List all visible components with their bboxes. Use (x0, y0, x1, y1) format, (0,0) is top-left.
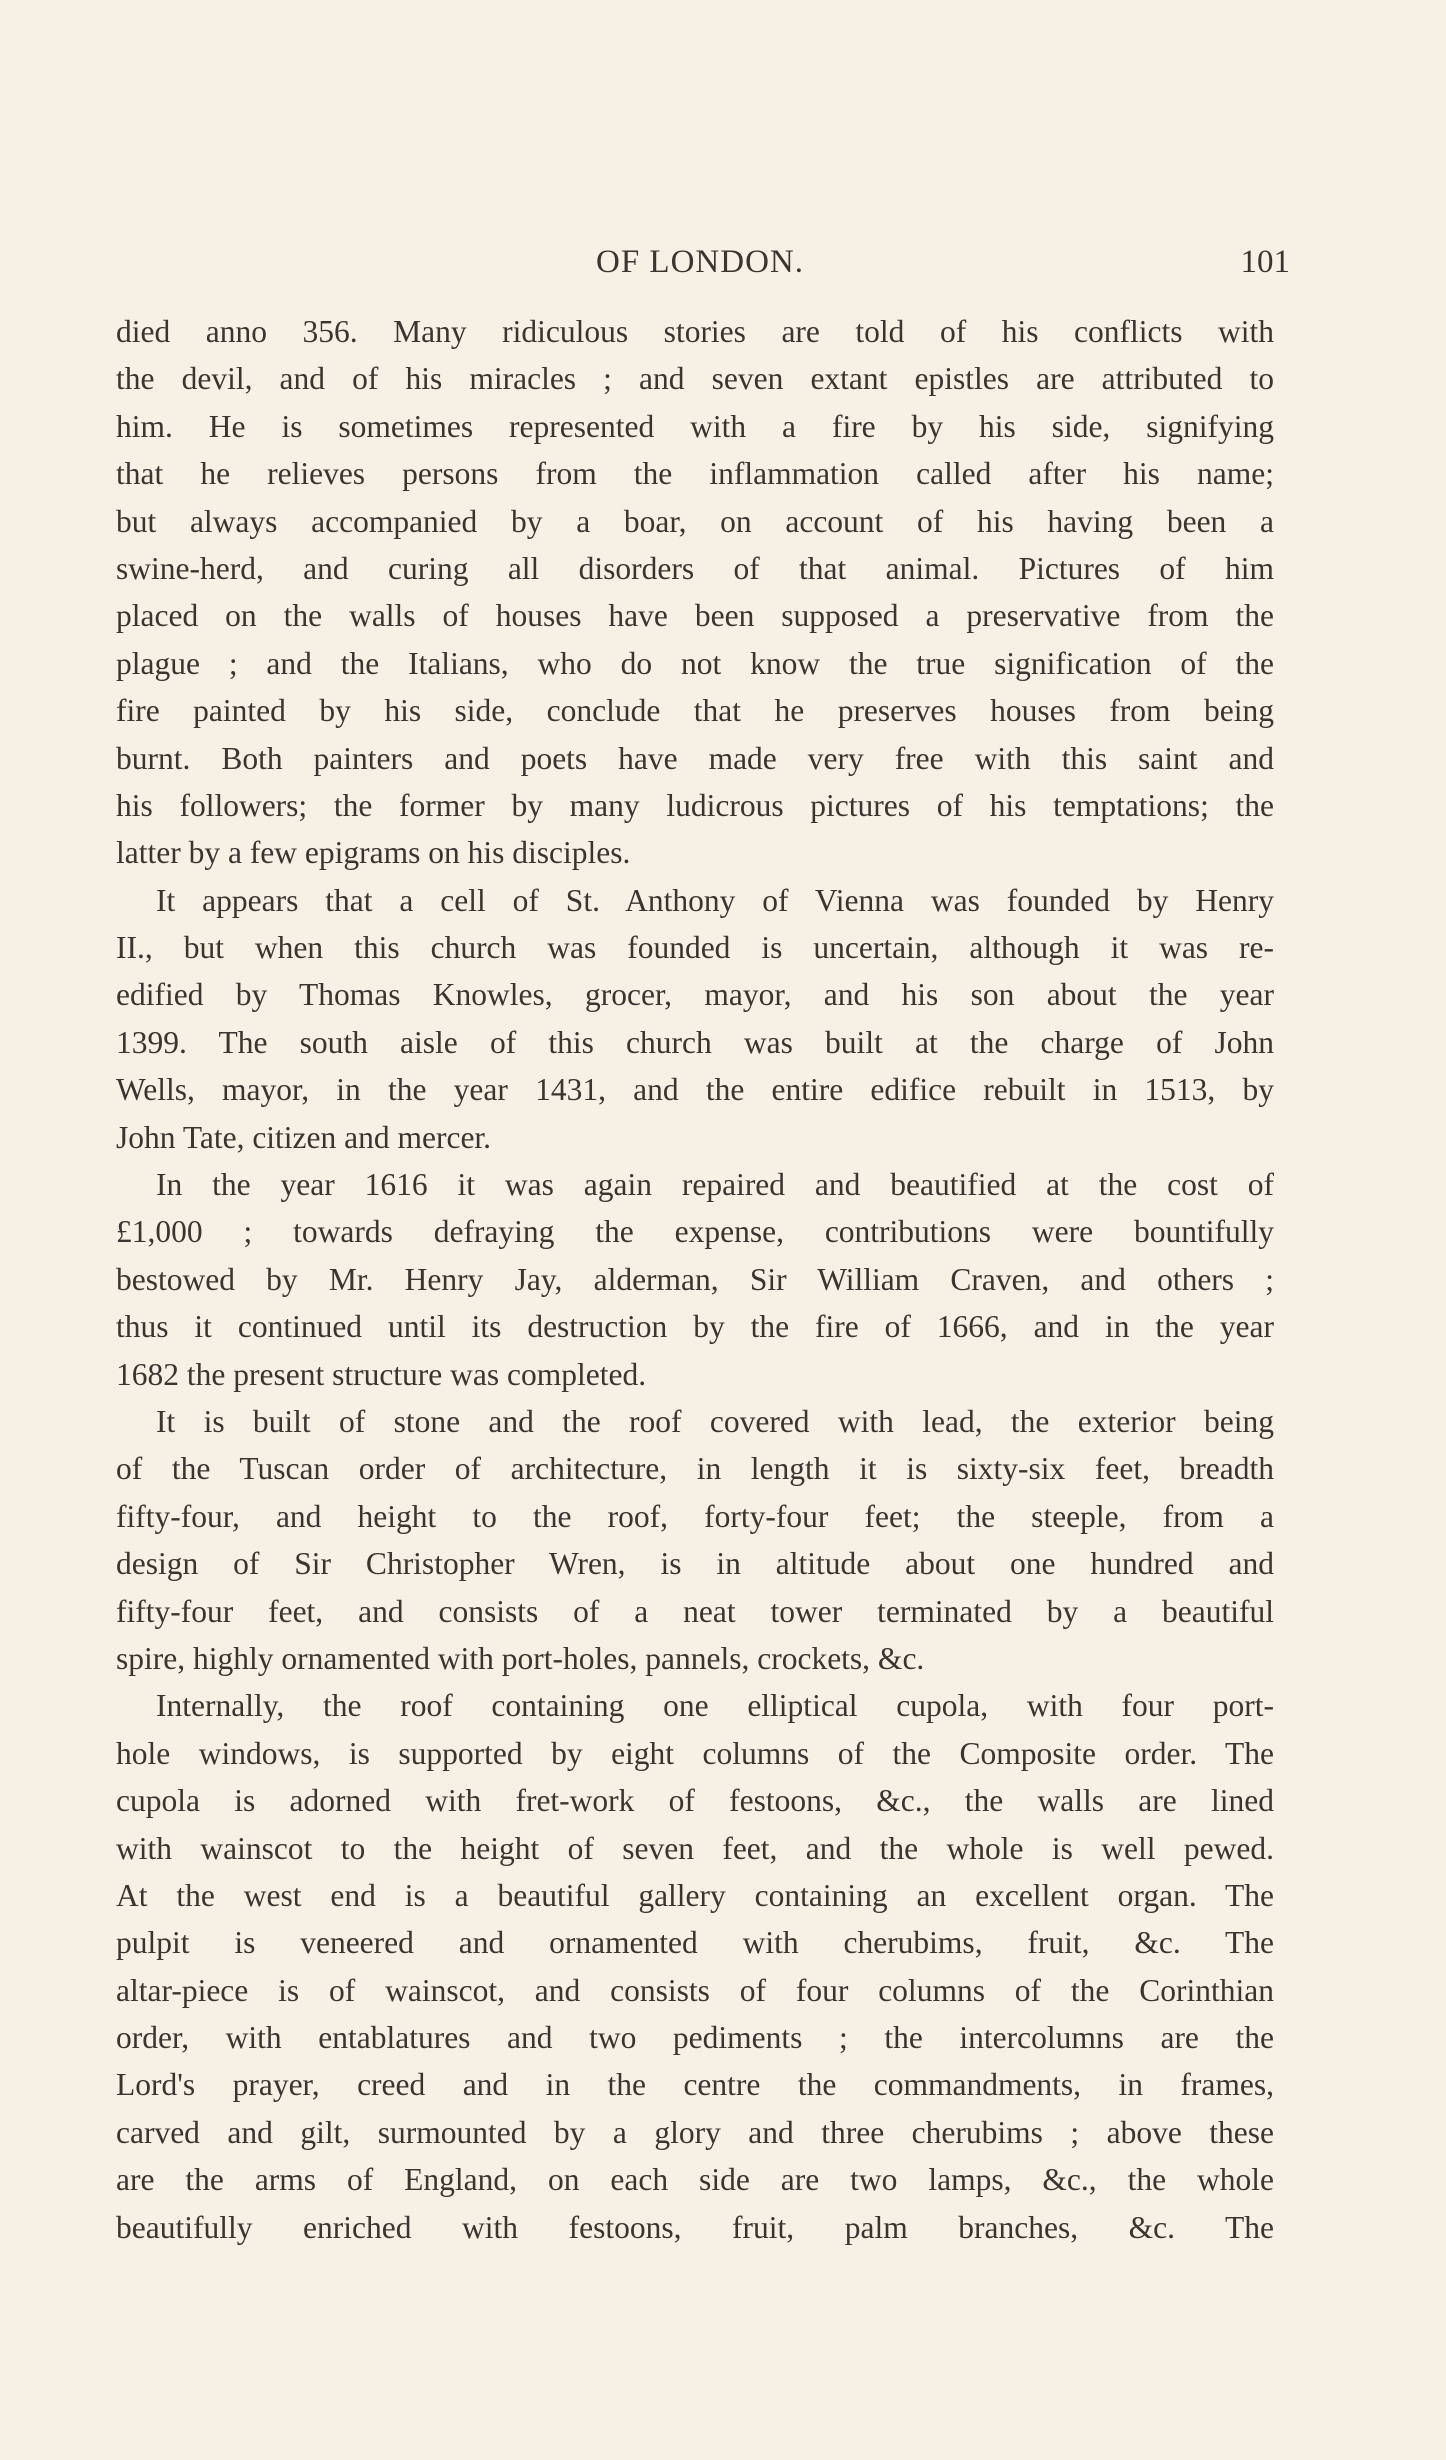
paragraph (116, 1682, 1274, 2251)
text-line: At the west end is a beautiful gallery containing an excellent organ. The (116, 1877, 1274, 1913)
text-line: Internally, the roof containing one elliptical cupola, with four port- (156, 1688, 1274, 1724)
text-line: Wells, mayor, in the year 1431, and the entire edifice rebuilt in 1513, by (116, 1072, 1274, 1108)
text-line: are the arms of England, on each side are two lamps, &c., the whole (116, 2162, 1274, 2198)
page-number: 101 (1240, 244, 1290, 280)
text-line: spire, highly ornamented with port-holes, pannels, crockets, &c. (116, 1640, 925, 1676)
paragraph (116, 1398, 1274, 1682)
text-line: hole windows, is supported by eight columns of the Composite order. The (116, 1735, 1274, 1771)
paragraph (116, 1161, 1274, 1398)
text-line: design of Sir Christopher Wren, is in altitude about one hundred and (116, 1546, 1274, 1582)
text-line: latter by a few epigrams on his disciples. (116, 835, 631, 871)
text-line: bestowed by Mr. Henry Jay, alderman, Sir William Craven, and others ; (116, 1261, 1274, 1297)
text-line: died anno 356. Many ridiculous stories are told of his conflicts with (116, 314, 1274, 349)
text-line: 1399. The south aisle of this church was built at the charge of John (116, 1024, 1274, 1060)
body-text (116, 308, 1274, 2251)
text-line: the devil, and of his miracles ; and seven extant epistles are attributed to (116, 361, 1274, 397)
text-line: £1,000 ; towards defraying the expense, contributions were bountifully (116, 1214, 1274, 1250)
text-line: cupola is adorned with fret-work of festoons, &c., the walls are lined (116, 1783, 1274, 1819)
text-line: pulpit is veneered and ornamented with cherubims, fruit, &c. The (116, 1925, 1274, 1961)
text-line: his followers; the former by many ludicrous pictures of his temptations; the (116, 787, 1274, 823)
text-line: Lord's prayer, creed and in the centre the commandments, in frames, (116, 2067, 1274, 2103)
text-line: carved and gilt, surmounted by a glory and three cherubims ; above these (116, 2114, 1274, 2150)
text-line: fifty-four feet, and consists of a neat tower terminated by a beautiful (116, 1593, 1274, 1629)
text-line: 1682 the present structure was completed. (116, 1356, 647, 1392)
text-line: edified by Thomas Knowles, grocer, mayor, and his son about the year (116, 977, 1274, 1013)
text-line: altar-piece is of wainscot, and consists of four columns of the Corinthian (116, 1972, 1274, 2008)
text-line: fire painted by his side, conclude that he preserves houses from being (116, 693, 1274, 729)
text-line: It appears that a cell of St. Anthony of Vienna was founded by Henry (156, 882, 1274, 918)
text-line: placed on the walls of houses have been supposed a preservative from the (116, 598, 1274, 634)
text-line: II., but when this church was founded is uncertain, although it was re- (116, 930, 1274, 966)
paragraph (116, 877, 1274, 1161)
text-line: order, with entablatures and two pediments ; the intercolumns are the (116, 2020, 1274, 2056)
paragraph (116, 308, 1274, 877)
text-line: beautifully enriched with festoons, fruit, palm branches, &c. The (116, 2209, 1274, 2245)
text-line: him. He is sometimes represented with a fire by his side, signifying (116, 408, 1274, 444)
text-line: burnt. Both painters and poets have made very free with this saint and (116, 740, 1274, 776)
text-line: that he relieves persons from the inflammation called after his name; (116, 456, 1274, 492)
running-head (110, 244, 1290, 292)
text-line: In the year 1616 it was again repaired and beautified at the cost of (156, 1167, 1274, 1203)
text-line: fifty-four, and height to the roof, forty-four feet; the steeple, from a (116, 1498, 1274, 1534)
text-line: with wainscot to the height of seven feet, and the whole is well pewed. (116, 1830, 1274, 1866)
text-line: swine-herd, and curing all disorders of that animal. Pictures of him (116, 550, 1274, 586)
text-line: It is built of stone and the roof covered with lead, the exterior being (156, 1403, 1274, 1439)
running-title: OF LONDON. (596, 244, 804, 280)
text-line: John Tate, citizen and mercer. (116, 1119, 492, 1155)
text-line: but always accompanied by a boar, on account of his having been a (116, 503, 1274, 539)
text-line: plague ; and the Italians, who do not know the true signification of the (116, 645, 1274, 681)
text-line: thus it continued until its destruction by the fire of 1666, and in the year (116, 1309, 1274, 1345)
text-line: of the Tuscan order of architecture, in length it is sixty-six feet, breadth (116, 1451, 1274, 1487)
